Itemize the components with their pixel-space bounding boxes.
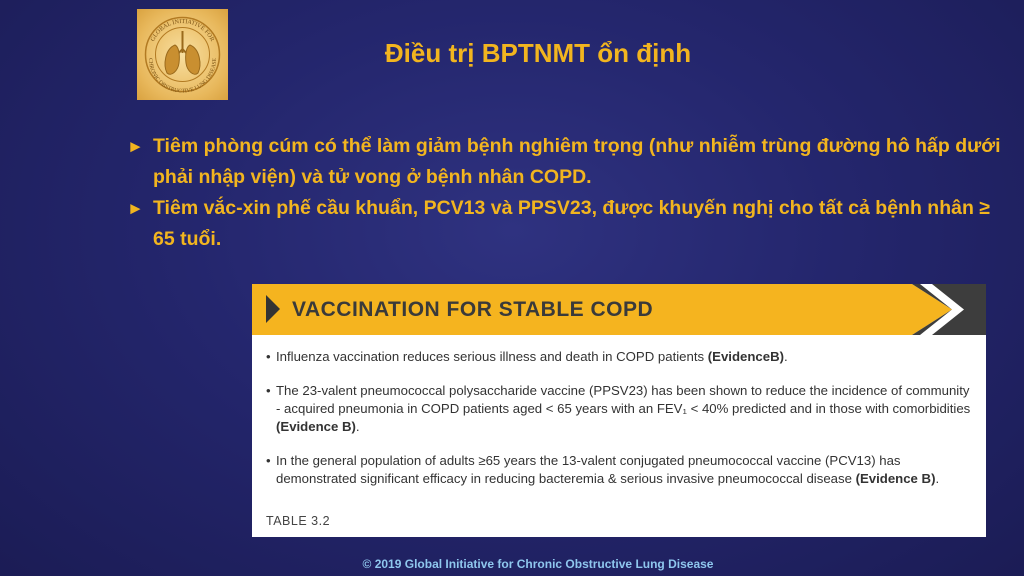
copyright-footer: © 2019 Global Initiative for Chronic Obstructive Lung Disease	[362, 557, 714, 571]
item-evidence: (EvidenceB)	[707, 349, 784, 364]
list-item	[266, 348, 972, 366]
item-tail: .	[935, 471, 940, 486]
item-text: Influenza vaccination reduces serious illness and death in COPD patients	[276, 349, 708, 364]
slide-title: Điều trị BPTNMT ổn định	[384, 38, 692, 68]
bullet-dot-icon: •	[266, 453, 271, 468]
bullet-list	[127, 131, 1007, 255]
card-body	[266, 348, 972, 504]
item-evidence: (Evidence B)	[276, 419, 356, 434]
table-label: TABLE 3.2	[266, 514, 331, 528]
card-header	[252, 284, 986, 335]
item-tail: .	[355, 419, 360, 434]
logo-text-bottom: CHRONIC OBSTRUCTIVE LUNG DISEASE	[146, 58, 219, 95]
header-chevron-icon	[266, 295, 280, 323]
vaccination-table-card	[252, 284, 986, 537]
list-item	[266, 452, 972, 488]
bullet-dot-icon: •	[266, 349, 271, 364]
bullet-arrow-icon: ►	[127, 199, 144, 218]
item-text: The 23-valent pneumococcal polysaccharide vaccine (PPSV23) has been shown to reduce the incidence of community - acquired pneumonia in COPD patients aged < 65 years with an FEV₁ < 40% predicted and in those with comorbidities	[276, 383, 971, 416]
item-evidence: (Evidence B)	[855, 471, 936, 486]
bullet-arrow-icon: ►	[127, 137, 144, 156]
bullet-dot-icon: •	[266, 383, 271, 398]
list-item	[266, 382, 972, 436]
item-tail: .	[784, 349, 788, 364]
logo-text-top: GLOBAL INITIATIVE FOR	[149, 17, 216, 43]
bullet-item	[127, 131, 1007, 193]
bullet-item	[127, 193, 1007, 255]
bullet-text: Tiêm vắc-xin phế cầu khuẩn, PCV13 và PPSV23, được khuyến nghị cho tất cả bệnh nhân ≥ 65 tuổi.	[153, 197, 990, 250]
bullet-text: Tiêm phòng cúm có thể làm giảm bệnh nghiêm trọng (như nhiễm trùng đường hô hấp dưới phải nhập viện) và tử vong ở bệnh nhân COPD.	[153, 135, 1001, 188]
card-title: VACCINATION FOR STABLE COPD	[292, 298, 654, 321]
item-text: In the general population of adults ≥65 years the 13-valent conjugated pneumococcal vaccine (PCV13) has demonstrated significant efficacy in reducing bacteremia & serious invasive pneumococcal disease	[276, 453, 901, 486]
